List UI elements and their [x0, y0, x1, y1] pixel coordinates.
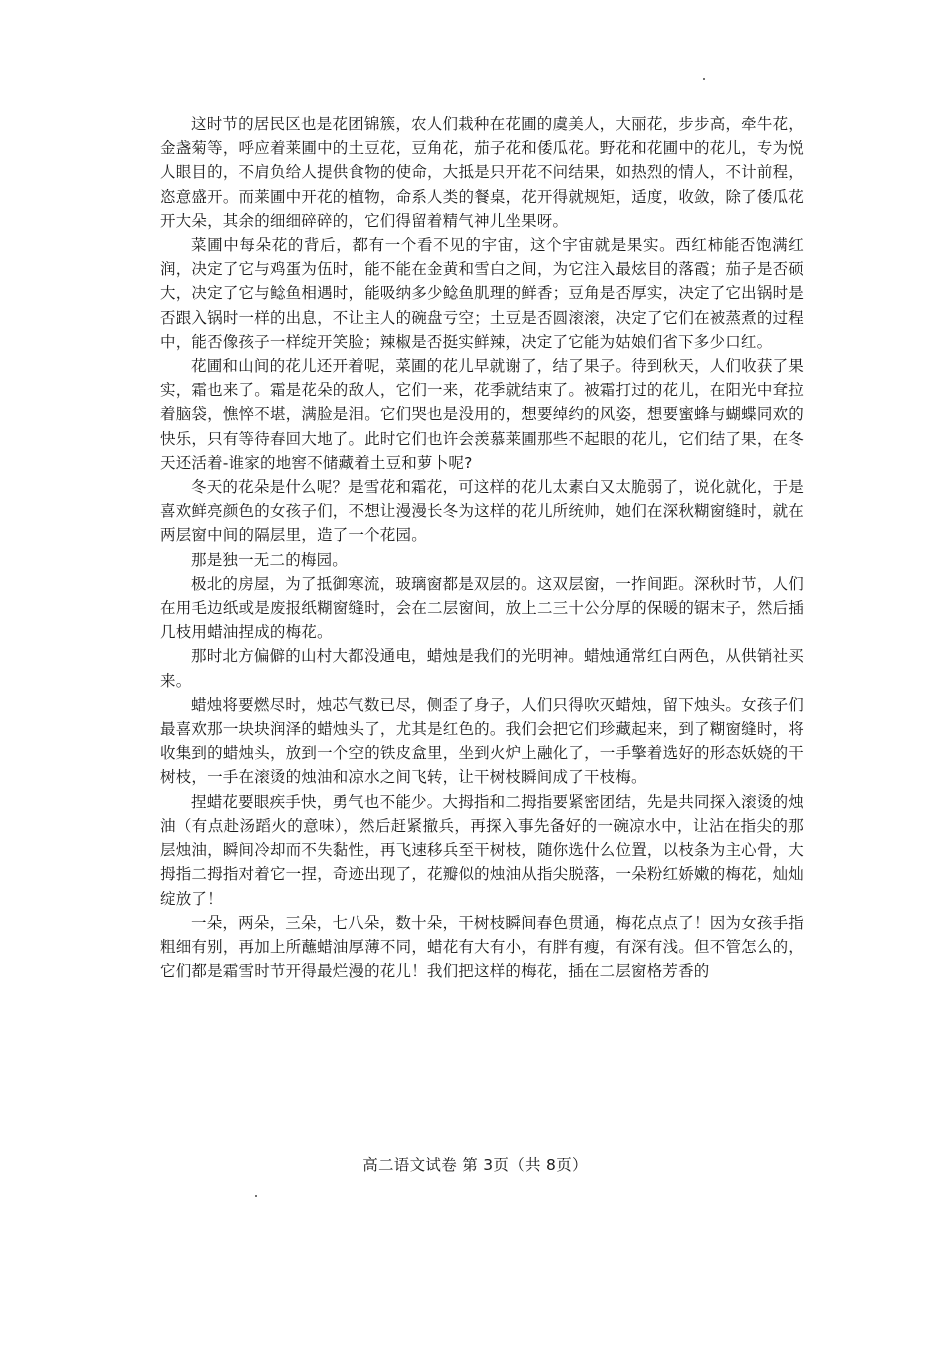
paragraph: 那是独一无二的梅园。 — [191, 550, 349, 569]
page-footer: 高二语文试卷 第 3页（共 8页） — [362, 1156, 588, 1174]
paragraph: 蜡烛将要燃尽时，烛芯气数已尽，侧歪了身子，人们只得吹灭蜡烛，留下烛头。女孩子们最喜欢那一块块润泽的蜡烛头了，尤其是红色的。我们会把它们珍藏起来，到了糊窗缝时，将收集到的蜡烛头，放到一个空的铁皮盒里，坐到火炉上融化了，一手擎着选好的形态妖娆的干树枝，一手在滚烫的烛油和凉水之间飞转，让干树枝瞬间成了干枝梅。 — [160, 695, 804, 787]
paragraph: 一朵，两朵，三朵，七八朵，数十朵，干树枝瞬间春色贯通，梅花点点了！因为女孩手指粗细有别，再加上所蘸蜡油厚薄不同，蜡花有大有小，有胖有瘦，有深有浅。但不管怎么的，它们都是霜雪时节开得最烂漫的花儿！我们把这样的梅花，插在二层窗格芳香的 — [160, 913, 804, 981]
paragraph: 那时北方偏僻的山村大都没通电，蜡烛是我们的光明神。蜡烛通常红白两色，从供销社买来。 — [160, 647, 804, 690]
paragraph: 极北的房屋，为了抵御寒流，玻璃窗都是双层的。这双层窗，一拃间距。深秋时节，人们在用毛边纸或是废报纸糊窗缝时，会在二层窗间，放上二三十公分厚的保暖的锯末子，然后插几枝用蜡油捏成的梅花。 — [160, 574, 804, 642]
scan-mark — [255, 1195, 257, 1197]
paragraph: 捏蜡花要眼疾手快，勇气也不能少。大拇指和二拇指要紧密团结，先是共同探入滚烫的烛油（有点赴汤蹈火的意味），然后赶紧撤兵，再探入事先备好的一碗凉水中，让沾在指尖的那层烛油，瞬间冷却而不失黏性，再飞速移兵至干树枝，随你选什么位置，以枝条为主心骨，大拇指二拇指对着它一捏，奇迹出现了，花瓣似的烛油从指尖脱落，一朵粉红娇嫩的梅花，灿灿绽放了！ — [160, 792, 804, 908]
article-body — [160, 112, 804, 983]
paragraph: 冬天的花朵是什么呢？是雪花和霜花，可这样的花儿太素白又太脆弱了，说化就化，于是喜欢鲜亮颜色的女孩子们，不想让漫漫长冬为这样的花儿所统帅，她们在深秋糊窗缝时，就在两层窗中间的隔层里，造了一个花园。 — [160, 478, 804, 545]
scan-mark — [703, 78, 705, 80]
paragraph: 菜圃中每朵花的背后，都有一个看不见的宇宙，这个宇宙就是果实。西红柿能否饱满红润，决定了它与鸡蛋为伍时，能不能在金黄和雪白之间，为它注入最炫目的落霞；茄子是否硕大，决定了它与鲶鱼相遇时，能吸纳多少鲶鱼肌理的鲜香；豆角是否厚实，决定了它出锅时是否跟入锅时一样的出息，不让主人的碗盘亏空；土豆是否圆滚滚，决定了它们在被蒸煮的过程中，能否像孩子一样绽开笑脸；辣椒是否挺实鲜辣，决定了它能为姑娘们省下多少口红。 — [160, 236, 804, 351]
paragraph: 这时节的居民区也是花团锦簇，农人们栽种在花圃的虞美人，大丽花，步步高，牵牛花，金盏菊等，呼应着莱圃中的土豆花，豆角花，茄子花和倭瓜花。野花和花圃中的花儿，专为悦人眼目的，不肩负给人提供食物的使命，大抵是只开花不问结果，如热烈的情人，不计前程，恣意盛开。而莱圃中开花的植物，命系人类的餐桌，花开得就规矩，适度，收敛，除了倭瓜花开大朵，其余的细细碎碎的，它们得留着精气神儿坐果呀。 — [160, 115, 804, 230]
paragraph: 花圃和山间的花儿还开着呢，菜圃的花儿早就谢了，结了果子。待到秋天，人们收获了果实，霜也来了。霜是花朵的敌人，它们一来，花季就结束了。被霜打过的花儿，在阳光中耷拉着脑袋，憔悴不堪，满脸是泪。它们哭也是没用的，想要绰约的风姿，想要蜜蜂与蝴蝶同欢的快乐，只有等待春回大地了。此时它们也许会羡慕莱圃那些不起眼的花儿，它们结了果，在冬天还活着-谁家的地窖不储藏着土豆和萝卜呢? — [160, 357, 804, 472]
